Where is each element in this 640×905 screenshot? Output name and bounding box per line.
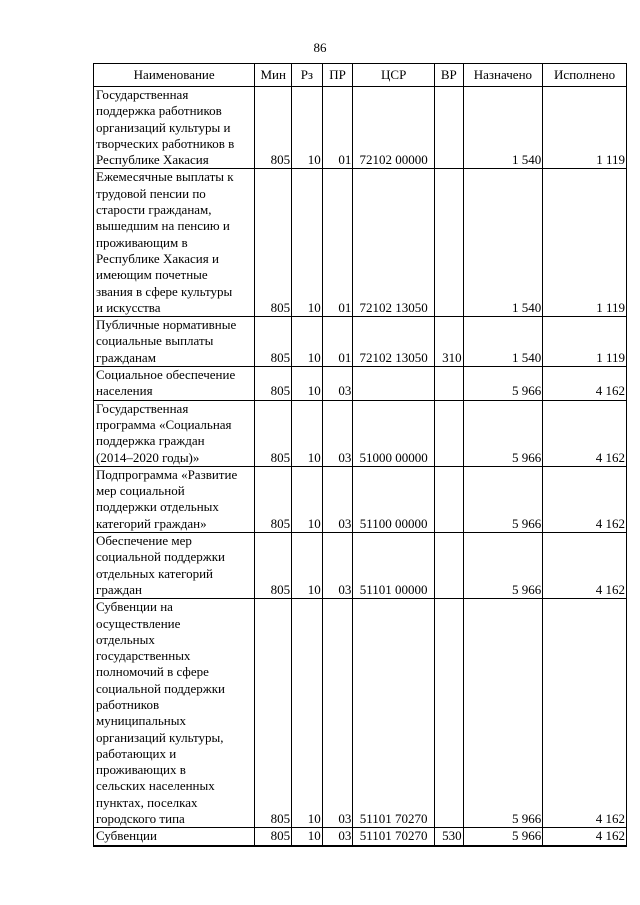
cell-executed: 4 162 — [543, 466, 627, 532]
cell-csr: 51101 70270 — [353, 828, 435, 846]
cell-executed: 1 119 — [543, 87, 627, 169]
header-assigned: Назначено — [463, 64, 543, 87]
table-row — [94, 400, 627, 466]
cell-vr — [435, 466, 464, 532]
cell-vr: 310 — [435, 317, 464, 367]
cell-assigned: 5 966 — [463, 367, 543, 401]
cell-executed: 4 162 — [543, 599, 627, 828]
cell-name: Субвенции на осуществление отдельных государственных полномочий в сфере социальной поддержки работников муниципальных организаций культуры, работающих и проживающих в сельских населенных пунктах, поселках городского типа — [94, 599, 255, 828]
header-pr: ПР — [322, 64, 353, 87]
cell-assigned: 1 540 — [463, 317, 543, 367]
cell-rz: 10 — [292, 599, 323, 828]
cell-csr: 51000 00000 — [353, 400, 435, 466]
cell-vr — [435, 87, 464, 169]
cell-csr: 72102 13050 — [353, 169, 435, 317]
cell-rz: 10 — [292, 367, 323, 401]
cell-pr: 01 — [322, 317, 353, 367]
cell-vr — [435, 599, 464, 828]
cell-csr: 51100 00000 — [353, 466, 435, 532]
cell-executed: 4 162 — [543, 533, 627, 599]
table-body — [94, 87, 627, 846]
table-header-row — [94, 64, 627, 87]
cell-pr: 03 — [322, 367, 353, 401]
cell-vr — [435, 169, 464, 317]
cell-name: Субвенции — [94, 828, 255, 846]
cell-executed: 4 162 — [543, 400, 627, 466]
cell-name: Государственная поддержка работников организаций культуры и творческих работников в Республике Хакасия — [94, 87, 255, 169]
cell-vr: 530 — [435, 828, 464, 846]
header-name: Наименование — [94, 64, 255, 87]
cell-name: Социальное обеспечение населения — [94, 367, 255, 401]
cell-name: Ежемесячные выплаты к трудовой пенсии по старости гражданам, вышедшим на пенсию и проживающим в Республике Хакасия и имеющим почетные звания в сфере культуры и искусства — [94, 169, 255, 317]
cell-assigned: 5 966 — [463, 466, 543, 532]
cell-min: 805 — [255, 599, 292, 828]
cell-rz: 10 — [292, 533, 323, 599]
cell-min: 805 — [255, 466, 292, 532]
table-row — [94, 87, 627, 169]
cell-vr — [435, 367, 464, 401]
cell-pr: 01 — [322, 169, 353, 317]
cell-csr: 51101 00000 — [353, 533, 435, 599]
page-number: 86 — [313, 40, 327, 55]
cell-pr: 03 — [322, 466, 353, 532]
cell-executed: 1 119 — [543, 317, 627, 367]
cell-min: 805 — [255, 169, 292, 317]
cell-rz: 10 — [292, 828, 323, 846]
header-vr: ВР — [435, 64, 464, 87]
cell-pr: 03 — [322, 533, 353, 599]
cell-csr: 72102 13050 — [353, 317, 435, 367]
table-row — [94, 466, 627, 532]
cell-assigned: 1 540 — [463, 169, 543, 317]
table-row — [94, 828, 627, 846]
header-csr: ЦСР — [353, 64, 435, 87]
cell-pr: 03 — [322, 400, 353, 466]
table-row — [94, 367, 627, 401]
cell-rz: 10 — [292, 400, 323, 466]
cell-rz: 10 — [292, 169, 323, 317]
header-rz: Рз — [292, 64, 323, 87]
table-row — [94, 169, 627, 317]
cell-min: 805 — [255, 533, 292, 599]
cell-assigned: 1 540 — [463, 87, 543, 169]
cell-assigned: 5 966 — [463, 828, 543, 846]
cell-min: 805 — [255, 367, 292, 401]
cell-csr: 51101 70270 — [353, 599, 435, 828]
cell-rz: 10 — [292, 317, 323, 367]
cell-executed: 1 119 — [543, 169, 627, 317]
cell-name: Государственная программа «Социальная поддержка граждан (2014–2020 годы)» — [94, 400, 255, 466]
table-row — [94, 599, 627, 828]
cell-executed: 4 162 — [543, 828, 627, 846]
cell-name: Публичные нормативные социальные выплаты гражданам — [94, 317, 255, 367]
cell-csr: 72102 00000 — [353, 87, 435, 169]
cell-assigned: 5 966 — [463, 599, 543, 828]
cell-csr — [353, 367, 435, 401]
cell-assigned: 5 966 — [463, 400, 543, 466]
table-row — [94, 533, 627, 599]
table-row — [94, 317, 627, 367]
cell-executed: 4 162 — [543, 367, 627, 401]
cell-min: 805 — [255, 87, 292, 169]
header-executed: Исполнено — [543, 64, 627, 87]
cell-vr — [435, 533, 464, 599]
cell-rz: 10 — [292, 87, 323, 169]
cell-pr: 03 — [322, 599, 353, 828]
cell-assigned: 5 966 — [463, 533, 543, 599]
budget-table — [93, 63, 627, 847]
cell-rz: 10 — [292, 466, 323, 532]
cell-name: Подпрограмма «Развитие мер социальной поддержки отдельных категорий граждан» — [94, 466, 255, 532]
cell-pr: 03 — [322, 828, 353, 846]
header-min: Мин — [255, 64, 292, 87]
cell-vr — [435, 400, 464, 466]
cell-pr: 01 — [322, 87, 353, 169]
cell-min: 805 — [255, 828, 292, 846]
cell-min: 805 — [255, 317, 292, 367]
cell-min: 805 — [255, 400, 292, 466]
cell-name: Обеспечение мер социальной поддержки отдельных категорий граждан — [94, 533, 255, 599]
